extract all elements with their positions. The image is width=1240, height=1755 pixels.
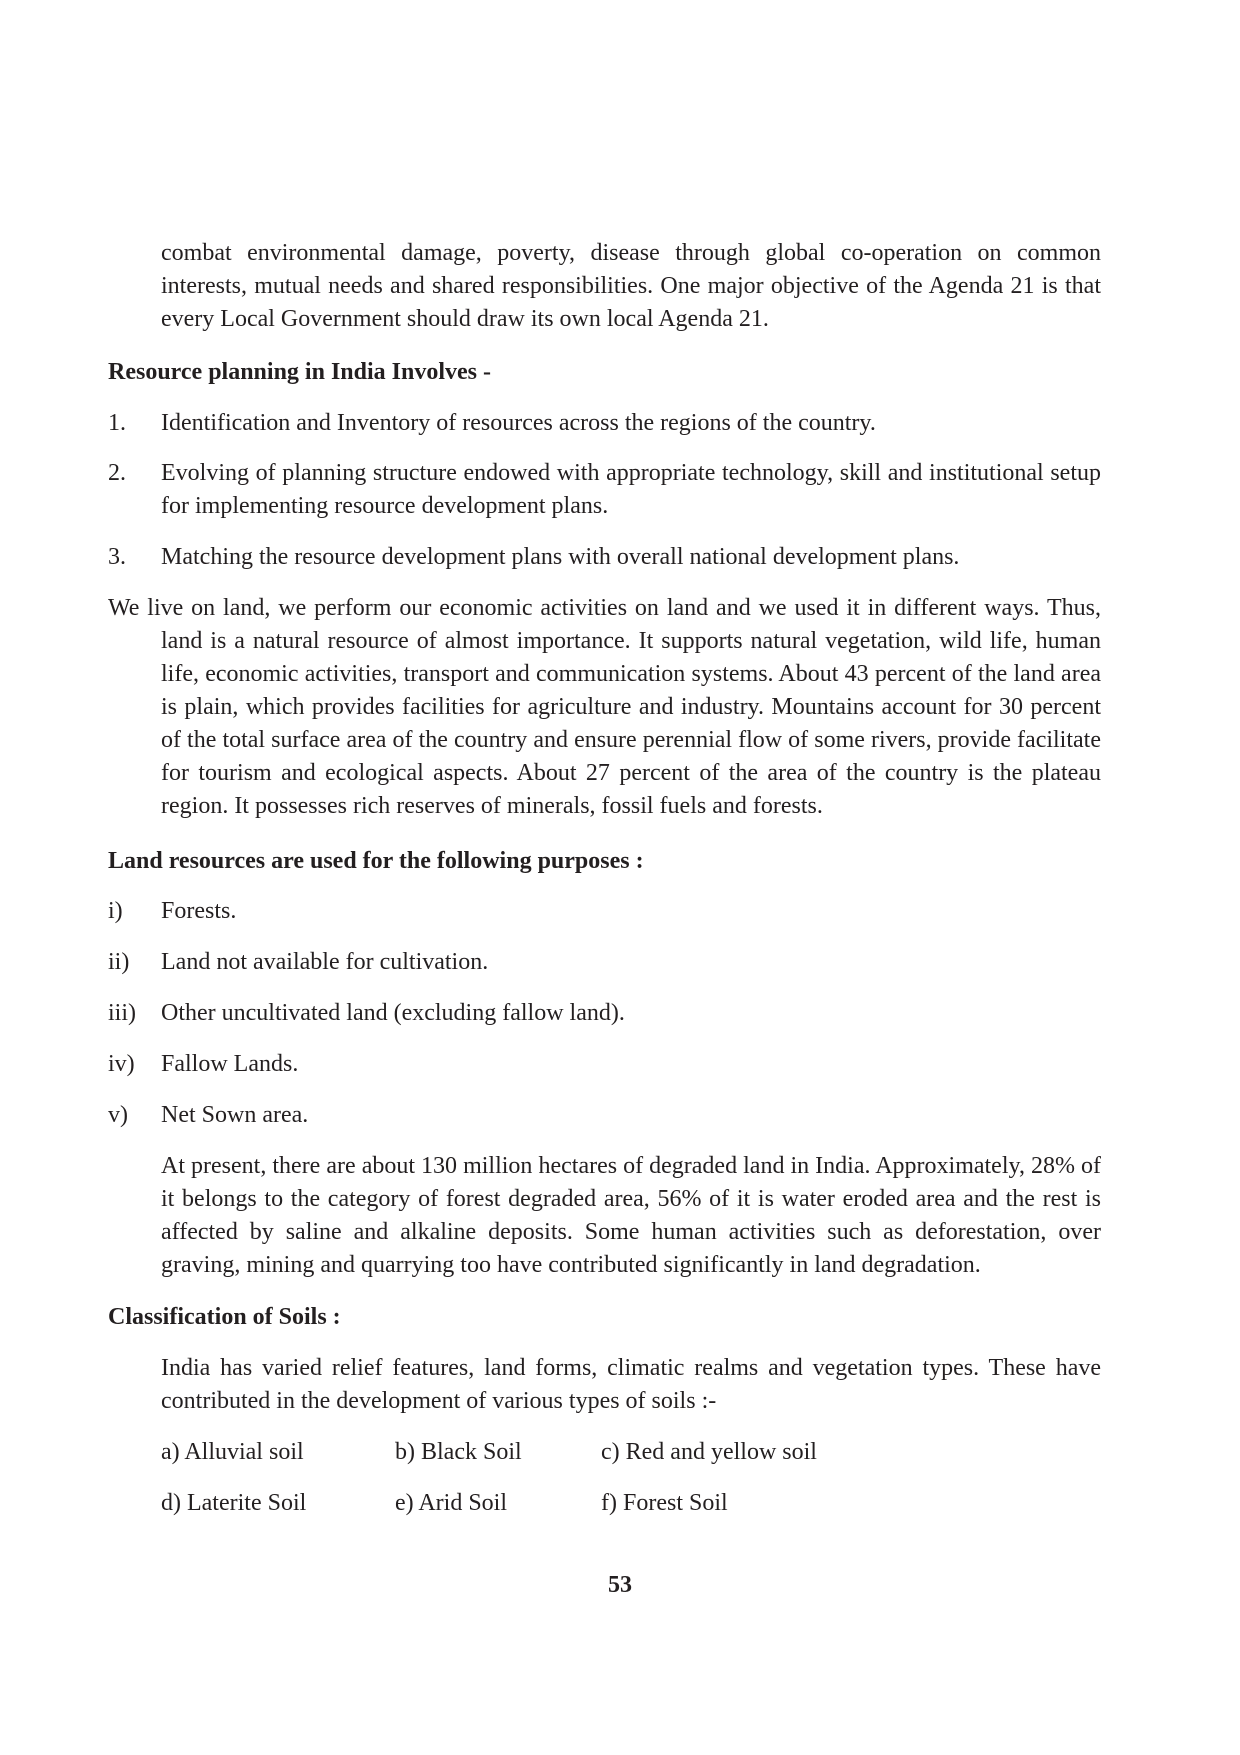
list-item-text: Evolving of planning structure endowed with appropriate technology, skill and institutional setup for implementing resource development plans. xyxy=(161,460,1101,519)
intro-paragraph: combat environmental damage, poverty, disease through global co-operation on common interests, mutual needs and shared responsibilities. One major objective of the Agenda 21 is that every Local Government should draw its own local Agenda 21. xyxy=(161,240,1101,332)
land-paragraph: We live on land, we perform our economic activities on land and we used it in different ways. Thus, land is a natural resource of almost importance. It supports natural vegetation, wild life, human life, economic activities, transport and communication systems. About 43 percent of the land area is plain, which provides facilities for agriculture and industry. Mountains account for 30 percent of the total surface area of the country and ensure perennial flow of some rivers, provide facilitate for tourism and ecological aspects. About 27 percent of the area of the country is the plateau region. It possesses rich reserves of minerals, fossil fuels and forests. xyxy=(108,595,1101,819)
soil-types-row xyxy=(161,1487,1101,1520)
list-marker: iii) xyxy=(108,1000,136,1026)
list-item-text: Land not available for cultivation. xyxy=(161,949,489,975)
list-item-text: Net Sown area. xyxy=(161,1102,309,1128)
list-marker: iv) xyxy=(108,1051,135,1077)
list-item-text: Fallow Lands. xyxy=(161,1051,299,1077)
list-marker: ii) xyxy=(108,949,130,975)
soils-paragraph: India has varied relief features, land forms, climatic realms and vegetation types. These have contributed in the development of various types of soils :- xyxy=(161,1355,1101,1414)
list-marker: 1. xyxy=(108,410,126,436)
soil-type: b) Black Soil xyxy=(395,1439,522,1465)
list-item xyxy=(108,457,1101,523)
page-number: 53 xyxy=(608,1572,632,1598)
soil-type: d) Laterite Soil xyxy=(161,1490,307,1516)
list-item-text: Matching the resource development plans with overall national development plans. xyxy=(161,544,960,570)
list-marker: 2. xyxy=(108,460,126,486)
list-item-text: Identification and Inventory of resources across the regions of the country. xyxy=(161,410,876,436)
list-item xyxy=(108,1099,1101,1132)
soil-type: e) Arid Soil xyxy=(395,1490,507,1516)
list-item xyxy=(108,541,1101,574)
soil-type: a) Alluvial soil xyxy=(161,1439,304,1465)
list-item xyxy=(108,997,1101,1030)
list-item-text: Forests. xyxy=(161,898,237,924)
list-marker: i) xyxy=(108,898,123,924)
list-item-text: Other uncultivated land (excluding fallow land). xyxy=(161,1000,625,1026)
list-item xyxy=(108,946,1101,979)
list-marker: 3. xyxy=(108,544,126,570)
soil-type: c) Red and yellow soil xyxy=(601,1439,817,1465)
soil-types-row xyxy=(161,1436,1101,1469)
soil-type: f) Forest Soil xyxy=(601,1490,728,1516)
list-item xyxy=(108,1048,1101,1081)
degraded-land-paragraph: At present, there are about 130 million hectares of degraded land in India. Approximately, 28% of it belongs to the category of forest degraded area, 56% of it is water eroded area and the rest is affected by saline and alkaline deposits. Some human activities such as deforestation, over graving, mining and quarrying too have contributed significantly in land degradation. xyxy=(161,1153,1101,1278)
list-item xyxy=(108,407,1101,440)
soils-heading: Classification of Soils : xyxy=(108,1304,341,1330)
list-item xyxy=(108,895,1101,928)
land-resources-heading: Land resources are used for the following purposes : xyxy=(108,848,644,874)
list-marker: v) xyxy=(108,1102,128,1128)
resource-planning-heading: Resource planning in India Involves - xyxy=(108,359,491,385)
